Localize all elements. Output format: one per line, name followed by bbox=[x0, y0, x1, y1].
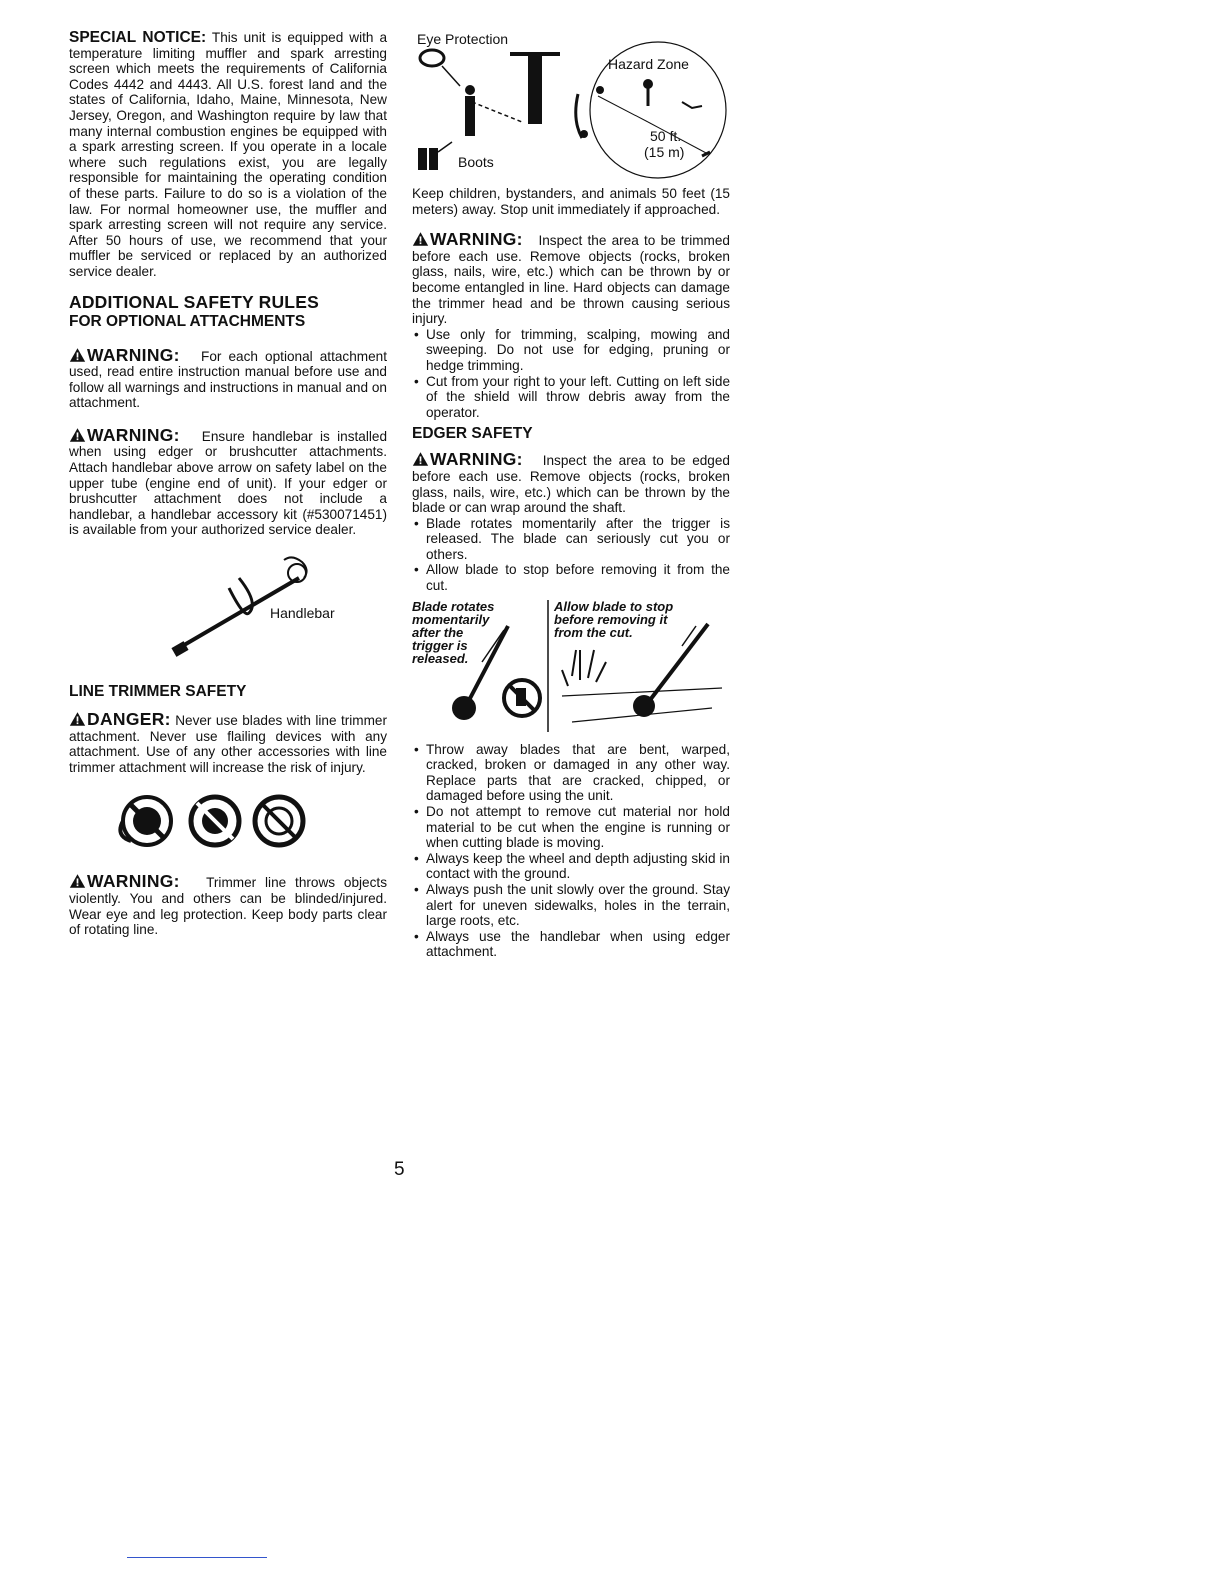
line-trimmer-heading: LINE TRIMMER SAFETY bbox=[69, 683, 247, 701]
blade-rotates-line: trigger is bbox=[412, 637, 468, 653]
warning-inspect-trim bbox=[412, 231, 730, 327]
distance-ft-label: 50 ft. bbox=[650, 128, 682, 144]
warning-text: For each optional attachment used, read entire instruction manual before use and follow all warnings and instructions in manual and on attachment. bbox=[69, 348, 387, 411]
warning-text: Inspect the area to be trimmed before each use. Remove objects (rocks, broken glass, nails, wire, etc.) which can be thrown by or become entangled in line. Hard objects can damage the trimmer head and be thrown causing serious injury. bbox=[412, 233, 730, 327]
footer-rule bbox=[127, 1557, 267, 1558]
warning-triangle-icon bbox=[412, 451, 429, 467]
no-flail-icon bbox=[185, 791, 245, 851]
warning-triangle-icon bbox=[69, 427, 86, 443]
warning-label: WARNING: bbox=[87, 344, 180, 365]
no-blade-icon bbox=[117, 791, 177, 851]
edger-bullets-2 bbox=[412, 742, 730, 960]
allow-blade-stop-line: Allow blade to stop bbox=[554, 598, 674, 614]
list-item: • Allow blade to stop before removing it from the cut. bbox=[412, 562, 730, 593]
right-column bbox=[412, 30, 730, 960]
special-notice bbox=[69, 30, 387, 280]
no-attachment-icon bbox=[249, 791, 309, 851]
special-notice-body: This unit is equipped with a temperature limiting muffler and spark arresting screen which meets the requirements of California Codes 4442 and 4443. All U.S. forest land and the states of California, Idaho, Maine, Minnesota, New Jersey, Oregon, and Washington require by law that many internal combustion engines be equipped with a spark arresting screen. If you operate in a locale where such regulations exist, you are legally responsible for maintaining the operating condition of these parts. Failure to do so is a violation of the law. For normal homeowner use, the muffler and spark arresting screen will not require any service. After 50 hours of use, we recommend that your muffler be serviced or replaced by an authorized service dealer. bbox=[69, 30, 388, 279]
blade-rotates-line: Blade rotates bbox=[412, 598, 495, 614]
list-item: • Throw away blades that are bent, warped, cracked, broken or damaged in any other way. Replace parts that are cracked, chipped, or damaged before using the unit. bbox=[412, 742, 730, 804]
warning-text: Inspect the area to be edged before each use. Remove objects (rocks, broken glass, nails, wire, etc.) which can be thrown by the blade or can wrap around the shaft. bbox=[412, 453, 730, 516]
warning-inspect-edge bbox=[412, 451, 730, 515]
warning-triangle-icon bbox=[69, 711, 86, 727]
blade-rotates-line: released. bbox=[412, 650, 469, 666]
handlebar-illustration bbox=[69, 548, 387, 668]
warning-label: WARNING: bbox=[430, 229, 523, 250]
list-item: • Always use the handlebar when using edger attachment. bbox=[412, 929, 730, 960]
handlebar-figure bbox=[69, 548, 387, 668]
warning-text: Ensure handlebar is installed when using edger or brushcutter attachments. Attach handlebar above arrow on safety label on the upper tube (engine end of unit). If your edger or brushcutter attachment does not include a handlebar, a handlebar accessory kit (#530071451) is available from your authorized service dealer. bbox=[69, 428, 387, 538]
warning-triangle-icon bbox=[412, 231, 429, 247]
list-item: • Do not attempt to remove cut material nor hold material to be cut when the engine is running or when cutting blade is moving. bbox=[412, 804, 730, 851]
additional-heading-1: ADDITIONAL SAFETY RULES bbox=[69, 291, 319, 312]
edger-figure bbox=[412, 596, 730, 736]
warning-attachments bbox=[69, 344, 387, 411]
warning-triangle-icon bbox=[69, 873, 86, 889]
danger-text: Never use blades with line trimmer attachment. Never use flailing devices with any attachment. Use of any other accessories with line trimmer attachment will increase the risk of injury. bbox=[69, 713, 387, 775]
warning-triangle-icon bbox=[69, 347, 86, 363]
distance-m-label: (15 m) bbox=[644, 144, 685, 160]
list-item: • Always keep the wheel and depth adjusting skid in contact with the ground. bbox=[412, 851, 730, 882]
danger-blades bbox=[69, 711, 387, 775]
boots-label: Boots bbox=[458, 154, 494, 170]
blade-rotates-line: after the bbox=[412, 624, 464, 640]
allow-blade-stop-line: from the cut. bbox=[554, 624, 633, 640]
warning-label: WARNING: bbox=[430, 449, 523, 470]
list-item: • Always push the unit slowly over the ground. Stay alert for uneven sidewalks, holes in the terrain, large roots, etc. bbox=[412, 882, 730, 929]
keep-away-text: Keep children, bystanders, and animals 50 feet (15 meters) away. Stop unit immediately if approached. bbox=[412, 186, 730, 217]
handlebar-label: Handlebar bbox=[270, 605, 335, 622]
warning-label: WARNING: bbox=[87, 871, 180, 892]
danger-label: DANGER: bbox=[87, 709, 171, 730]
warning-label: WARNING: bbox=[87, 424, 180, 445]
warning-handlebar bbox=[69, 424, 387, 538]
warning-trimmer-line bbox=[69, 873, 387, 937]
list-item: • Cut from your right to your left. Cutting on left side of the shield will throw debris away from the operator. bbox=[412, 374, 730, 421]
page-number: 5 bbox=[394, 1159, 405, 1180]
edger-bullets-1 bbox=[412, 516, 730, 594]
allow-blade-stop-line: before removing it bbox=[554, 611, 668, 627]
prohibition-icons bbox=[69, 783, 387, 863]
list-item: • Use only for trimming, scalping, mowing and sweeping. Do not use for edging, pruning or hedge trimming. bbox=[412, 327, 730, 374]
trimming-bullets bbox=[412, 327, 730, 421]
special-notice-lead: SPECIAL NOTICE: bbox=[69, 29, 207, 46]
eye-protection-label: Eye Protection bbox=[417, 31, 509, 47]
edger-heading: EDGER SAFETY bbox=[412, 425, 533, 443]
hazard-zone-figure bbox=[412, 30, 730, 182]
warning-text: Trimmer line throws objects violently. You and others can be blinded/injured. Wear eye and leg protection. Keep body parts clear of rotating line. bbox=[69, 875, 387, 938]
blade-rotates-line: momentarily bbox=[412, 611, 490, 627]
hazard-zone-label: Hazard Zone bbox=[608, 56, 689, 72]
additional-heading-2: FOR OPTIONAL ATTACHMENTS bbox=[69, 312, 306, 330]
list-item: • Blade rotates momentarily after the trigger is released. The blade can seriously cut you or others. bbox=[412, 516, 730, 563]
left-column bbox=[69, 30, 387, 938]
